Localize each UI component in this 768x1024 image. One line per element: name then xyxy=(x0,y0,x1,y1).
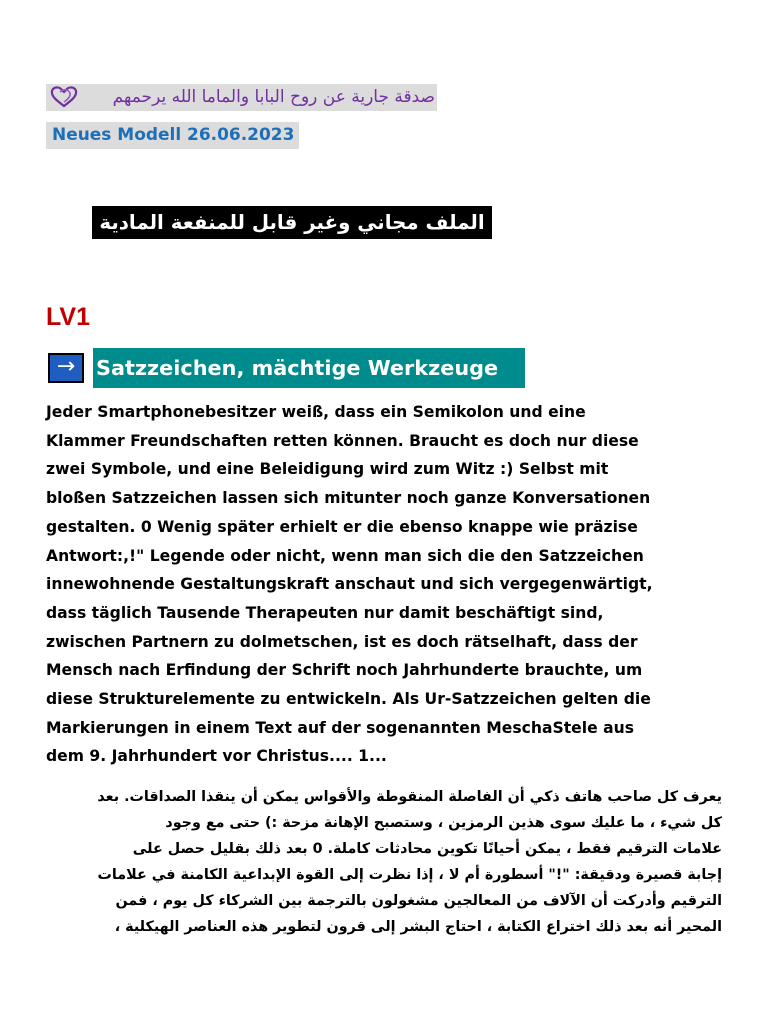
free-notice-banner: الملف مجاني وغير قابل للمنفعة المادية xyxy=(92,206,492,239)
right-arrow-icon: → xyxy=(48,353,84,383)
paragraph-line: dass täglich Tausende Therapeuten nur damit beschäftigt sind, xyxy=(46,603,604,622)
paragraph-line: gestalten. 0 Wenig später erhielt er die ebenso knappe wie präzise xyxy=(46,517,638,536)
arabic-line: علامات الترقيم فقط ، يمكن أحيانًا تكوين محادثات كاملة. 0 بعد ذلك بقليل حصل على xyxy=(132,841,722,857)
paragraph-line: Antwort:,!" Legende oder nicht, wenn man sich die den Satzzeichen xyxy=(46,546,644,565)
paragraph-line: Markierungen in einem Text auf der sogenannten MeschaStele aus xyxy=(46,718,634,737)
heart-icon xyxy=(49,85,79,109)
level-label: LV1 xyxy=(46,303,90,331)
paragraph-line: zwei Symbole, und eine Beleidigung wird zum Witz :) Selbst mit xyxy=(46,460,609,479)
paragraph-line: Klammer Freundschaften retten können. Braucht es doch nur diese xyxy=(46,431,639,450)
german-paragraph xyxy=(46,398,736,771)
arabic-paragraph xyxy=(40,784,722,940)
model-date-label: Neues Modell 26.06.2023 xyxy=(46,122,299,149)
dedication-banner xyxy=(46,84,437,111)
arabic-line: يعرف كل صاحب هاتف ذكي أن الفاصلة المنقوطة والأقواس يمكن أن ينقذا الصداقات. بعد xyxy=(97,789,722,805)
paragraph-line: Mensch nach Erfindung der Schrift noch Jahrhunderte brauchte, um xyxy=(46,661,643,680)
arabic-line: المحير أنه بعد ذلك اختراع الكتابة ، احتاج البشر إلى قرون لتطوير هذه العناصر الهيكلية ، xyxy=(114,919,722,935)
paragraph-line: bloßen Satzzeichen lassen sich mitunter noch ganze Konversationen xyxy=(46,489,651,508)
paragraph-line: innewohnende Gestaltungskraft anschaut und sich vergegenwärtigt, xyxy=(46,575,653,594)
paragraph-line: diese Strukturelemente zu entwickeln. Als Ur-Satzzeichen gelten die xyxy=(46,690,651,709)
section-heading: Satzzeichen, mächtige Werkzeuge xyxy=(93,348,525,388)
paragraph-line: zwischen Partnern zu dolmetschen, ist es doch rätselhaft, dass der xyxy=(46,632,638,651)
dedication-text: صدقة جارية عن روح البابا والماما الله يرحمهم xyxy=(112,87,435,107)
paragraph-line: dem 9. Jahrhundert vor Christus.... 1... xyxy=(46,747,387,766)
arabic-line: الترقيم وأدركت أن الآلاف من المعالجين مشغولون بالترجمة بين الشركاء كل يوم ، فمن xyxy=(115,893,722,909)
paragraph-line: Jeder Smartphonebesitzer weiß, dass ein Semikolon und eine xyxy=(46,403,586,421)
arabic-line: إجابة قصيرة ودقيقة: "!" أسطورة أم لا ، إذا نظرت إلى القوة الإبداعية الكامنة في علامات xyxy=(97,867,722,883)
arabic-line: كل شيء ، ما عليك سوى هذين الرمزين ، وستصبح الإهانة مزحة :) حتى مع وجود xyxy=(165,815,722,831)
